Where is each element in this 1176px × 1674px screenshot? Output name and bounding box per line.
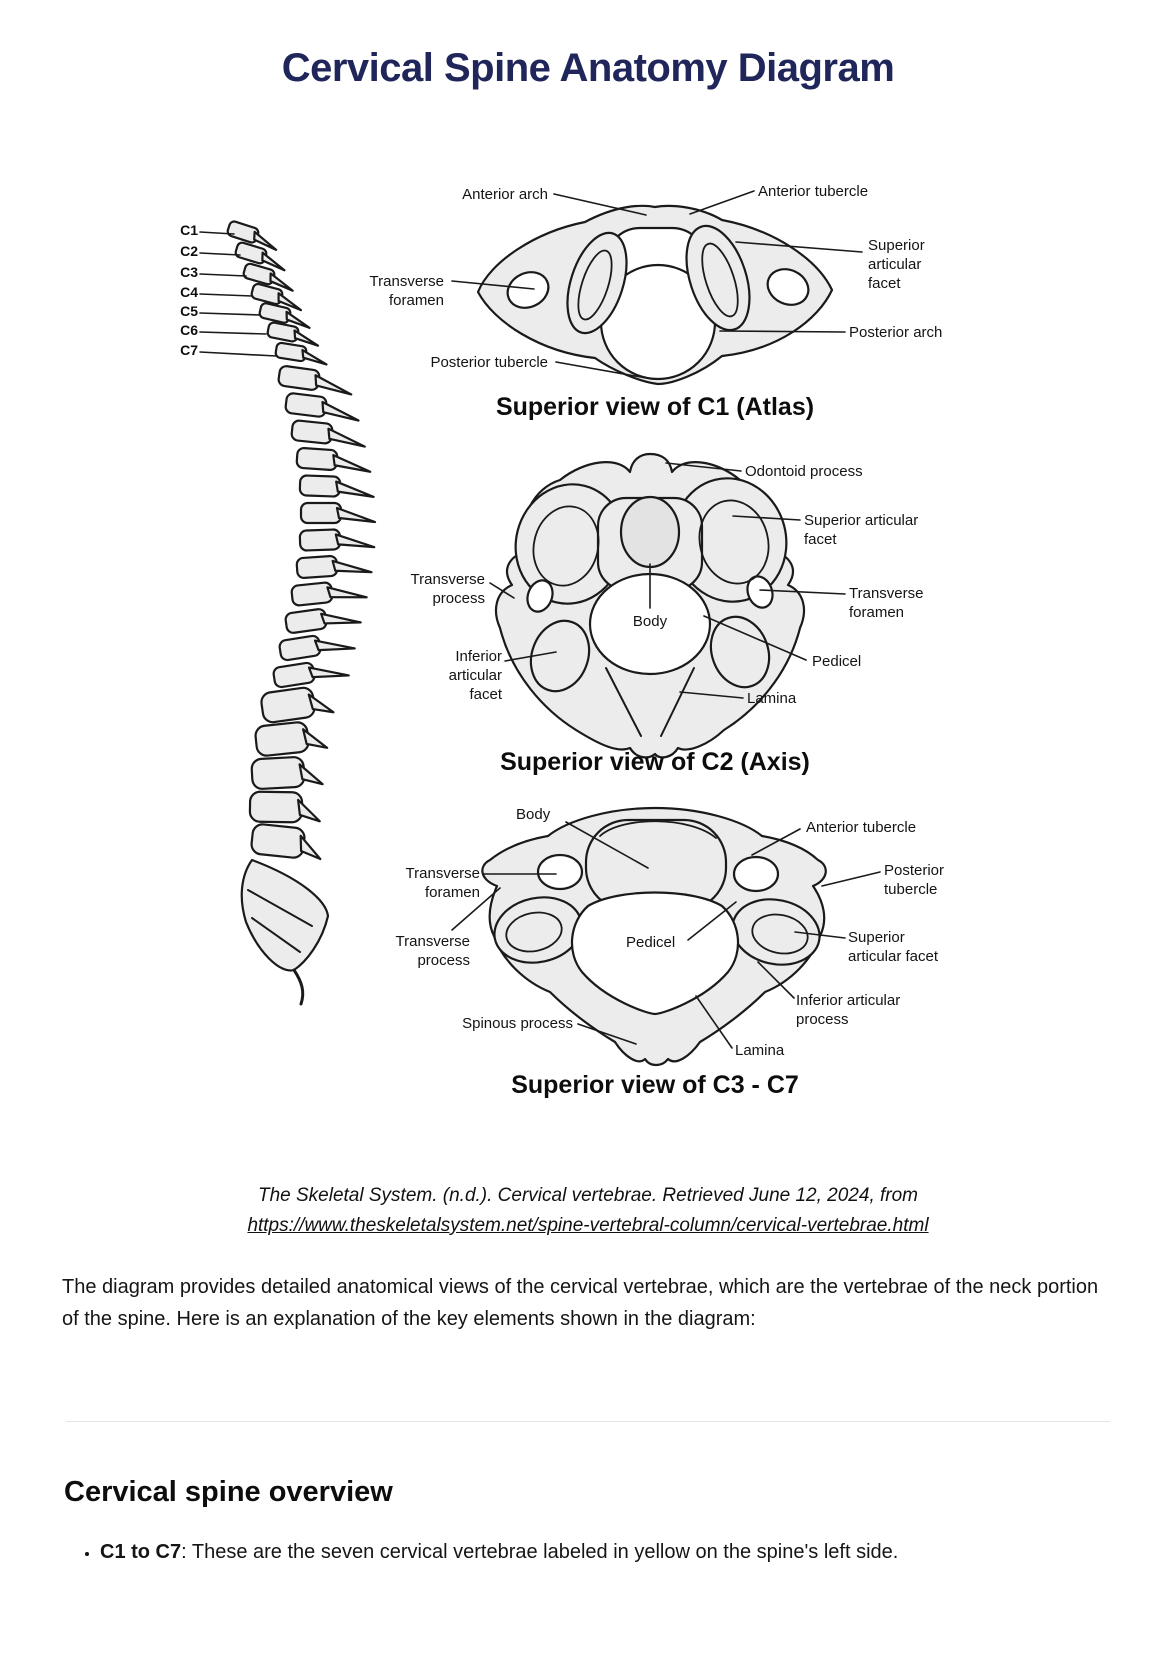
citation-text: The Skeletal System. (n.d.). Cervical vertebrae. Retrieved June 12, 2024, from — [257, 1185, 919, 1206]
label-c1-posterior-arch: Posterior arch — [849, 324, 943, 341]
bullet-text: : These are the seven cervical vertebrae labeled in yellow on the spine's left side. — [181, 1541, 899, 1563]
label-c3-spinous-process: Spinous process — [462, 1015, 573, 1032]
label-c3-transverse-foramen: Transverse foramen — [405, 865, 480, 901]
label-c2-superior-articular-facet: Superior articular facet — [804, 512, 919, 548]
section-heading: Cervical spine overview — [64, 1476, 393, 1508]
intro-paragraph: The diagram provides detailed anatomical views of the cervical vertebrae, which are the vertebrae of the neck portion of the spine. Here is an explanation of the key elements shown in the diagram: — [62, 1276, 1099, 1330]
label-c3-lamina: Lamina — [735, 1042, 785, 1059]
spine-label-c3: C3 — [180, 264, 198, 280]
spine-label-c6: C6 — [180, 322, 198, 338]
caption-c3-c7: Superior view of C3 - C7 — [511, 1071, 799, 1099]
caption-c2: Superior view of C2 (Axis) — [500, 748, 810, 776]
label-c3-superior-articular-facet: Superior articular facet — [848, 929, 939, 965]
label-c2-odontoid-process: Odontoid process — [745, 463, 863, 480]
label-c3-anterior-tubercle: Anterior tubercle — [806, 819, 917, 836]
spine-label-c2: C2 — [180, 243, 198, 259]
label-c2-transverse-foramen: Transverse foramen — [849, 585, 924, 621]
anatomy-diagram-figure — [0, 160, 1176, 1117]
label-c3-body: Body — [516, 806, 551, 823]
spine-label-c1: C1 — [180, 222, 198, 238]
caption-c1: Superior view of C1 (Atlas) — [495, 393, 815, 421]
label-c1-posterior-tubercle: Posterior tubercle — [430, 354, 548, 371]
label-c3-posterior-tubercle: Posterior tubercle — [884, 862, 945, 898]
bullet-c1-to-c7 — [100, 1536, 1116, 1568]
label-c3-pedicel: Pedicel — [626, 934, 676, 951]
bullet-term: C1 to C7 — [100, 1541, 182, 1563]
document-page — [0, 44, 1176, 1674]
label-c2-pedicel: Pedicel — [812, 653, 862, 670]
label-c3-inferior-articular-process: Inferior articular process — [796, 992, 901, 1028]
label-c2-body: Body — [632, 613, 668, 630]
spine-label-c4: C4 — [180, 284, 198, 300]
label-c3-transverse-process: Transverse process — [395, 933, 470, 969]
spine-label-c7: C7 — [180, 342, 198, 358]
overview-list — [0, 1536, 1176, 1568]
label-c1-anterior-arch: Anterior arch — [462, 186, 548, 203]
label-c2-transverse-process: Transverse process — [410, 571, 485, 607]
label-c1-transverse-foramen: Transverse foramen — [369, 273, 444, 309]
page-title: Cervical Spine Anatomy Diagram — [281, 46, 895, 90]
citation — [40, 1181, 1136, 1241]
spine-label-c5: C5 — [180, 303, 198, 319]
sacrum-drawing — [242, 860, 328, 1004]
label-c1-superior-articular-facet: Superior articular facet — [868, 237, 925, 292]
label-c2-inferior-articular-facet: Inferior articular facet — [448, 648, 502, 703]
label-c1-anterior-tubercle: Anterior tubercle — [758, 183, 869, 200]
label-c2-lamina: Lamina — [747, 690, 797, 707]
section-divider — [66, 1421, 1110, 1422]
citation-link[interactable]: https://www.theskeletalsystem.net/spine-vertebral-column/cervical-vertebrae.html — [247, 1215, 929, 1236]
